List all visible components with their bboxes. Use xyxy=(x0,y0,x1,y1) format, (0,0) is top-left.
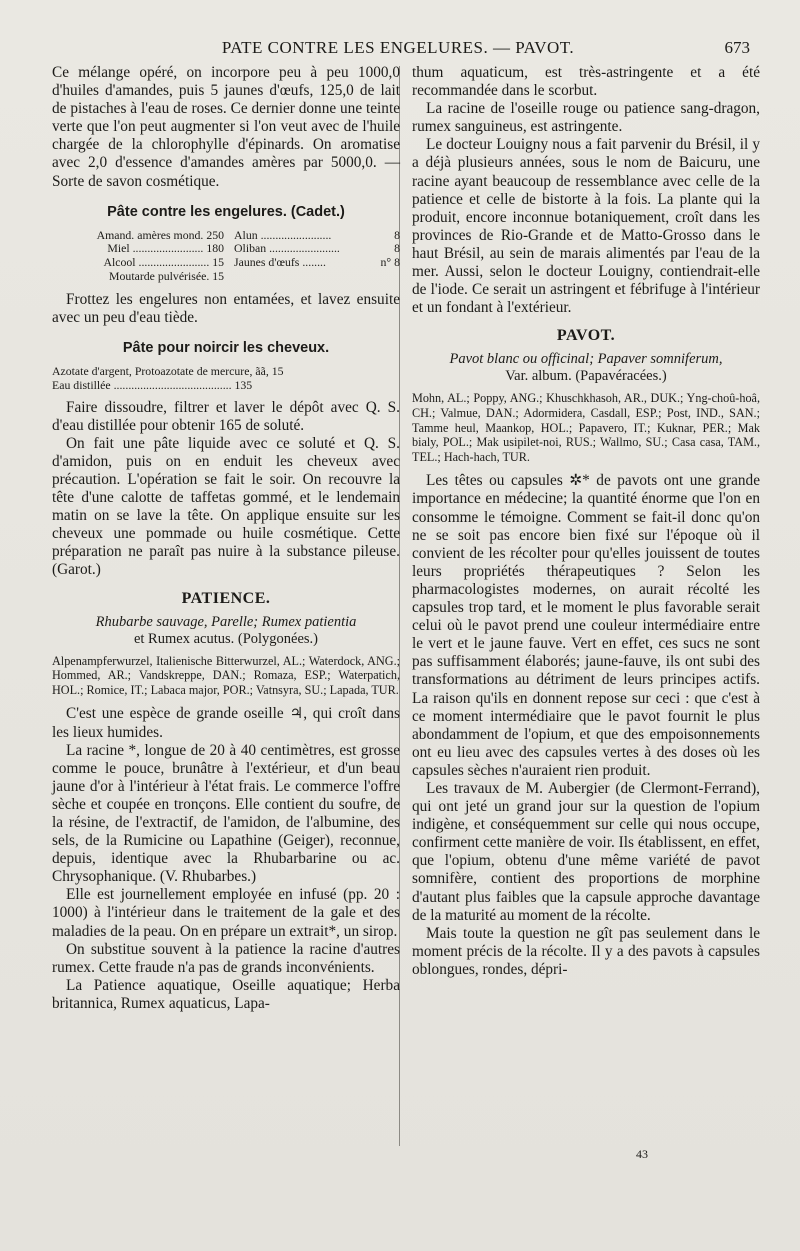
engelures-heading: Pâte contre les engelures. (Cadet.) xyxy=(107,203,345,220)
recipe-cell: Alcool ........................ 15 xyxy=(103,254,225,269)
recipe-cell: 8 xyxy=(394,227,400,242)
recipe-cell: Amand. amères mond. 250 xyxy=(96,227,225,242)
recipe-cell xyxy=(234,270,374,284)
patience-paragraph-2: La racine *, longue de 20 à 40 centimètres, est grosse comme le pouce, brunâtre à l'extérieur, et d'un beau jaune d'or à l'intérieur à l'état frais. Le commerce l'offre sèche et coupée en tronçons. Elle contient du soufre, de la résine, de l'extractif, de l'amidon, de l'albumine, des sels, de la Rumicine ou Lapathine (Geiger), reconnue, depuis, identique avec la Rhubarbarine ou ac. Chrysophanique. (V. Rhubarbes.) xyxy=(52,741,400,886)
recipe-cell: 8 xyxy=(394,241,400,256)
recipe-row xyxy=(52,242,400,256)
recipe-cell: n° 8 xyxy=(380,254,400,269)
cheveux-recipe-line-1: Azotate d'argent, Protoazotate de mercure, ãã, 15 xyxy=(52,364,284,379)
pavot-heading: PAVOT. xyxy=(556,327,616,345)
recipe-cell: Oliban ........................ xyxy=(234,241,340,256)
recipe-cell: Alun ........................ xyxy=(234,227,332,242)
pavot-paragraph-1: Les têtes ou capsules ✲* de pavots ont une grande importance en médecine; la quantité énorme que l'on en consomme le témoigne. Comment se fait-il donc qu'on ne se soit pas encore bien fixé sur l'époque où il convient de les récolter pour qu'elles jouissent de toutes leurs propriétés thérapeutiques ? Selon les pharmacologistes modernes, on aurait récolté les capsules trop tard, et le moment le plus favorable serait celui où le pavot prend une couleur intermédiaire entre le vert et le jaune fauve. Vert en effet, ces sucs ne sont pas suffisamment élaborés; jaune-fauve, ils ont subi des transformations au détriment de leurs principes actifs. La raison qu'ils en donnent repose sur ceci : que c'est à ce moment intermédiaire que le pavot fournit le plus abondamment de l'opium, et que des empoisonnements ont eu lieu avec des capsules vertes à des doses où les capsules sèches n'auraient rien produit. xyxy=(412,472,760,779)
continuation-paragraph: thum aquaticum, est très-astringente et a été recommandée dans le scorbut. xyxy=(412,64,760,100)
patience-subtitle-line-2: et Rumex acutus. (Polygonées.) xyxy=(133,630,319,647)
cheveux-recipe xyxy=(52,365,400,392)
patience-subtitle xyxy=(52,614,400,648)
oseille-rouge-paragraph: La racine de l'oseille rouge ou patience sang-dragon, rumex sanguineus, est astringente. xyxy=(412,100,760,136)
pavot-synonyms: Mohn, AL.; Poppy, ANG.; Khuschkhasoh, AR., DUK.; Yng-choû-hoâ, CH.; Valmue, DAN.; Adormidera, Casdall, ESP.; Post, IND., SAN.; Tamme heul, Maankop, HOL.; Papavero, IT.; Kuknar, PER.; Mak bialy, POL.; Mak usipilet-noi, RUS.; Wallmo, SU.; Casa casa, TAM., TEL.; Hach-hach, TUR. xyxy=(412,391,760,464)
page-number: 673 xyxy=(724,38,750,57)
patience-synonyms: Alpenampferwurzel, Italienische Bitterwurzel, AL.; Waterdock, ANG.; Hommed, AR.; Vandskreppe, DAN.; Romaza, ESP.; Waterpatich, HOL.; Romice, IT.; Labaca major, POR.; Vatnsyra, SU.; Lapada, TUR. xyxy=(52,653,400,697)
pavot-subtitle-line-1: Pavot blanc ou officinal; Papaver somniferum, xyxy=(449,351,723,368)
cheveux-paragraph-2: On fait une pâte liquide avec ce soluté et Q. S. d'amidon, puis on en enduit les cheveux avec précaution. L'opération se fait le soir. On recouvre la tête d'une calotte de taffetas gommé, et le lendemain matin on se lave la tête. On applique ensuite sur les cheveux une pommade ou huile cosmétique. Cette préparation ne paraît pas nuire à la substance pileuse. (Garot.) xyxy=(52,434,400,579)
recipe-row xyxy=(52,229,400,243)
patience-paragraph-1: C'est une espèce de grande oseille ♃, qui croît dans les lieux humides. xyxy=(52,705,400,741)
patience-heading: PATIENCE. xyxy=(181,589,271,607)
patience-paragraph-3: Elle est journellement employée en infusé (pp. 20 : 1000) à l'intérieur dans le traitement de la gale et des maladies de la peau. On en prépare un extrait*, un sirop. xyxy=(52,886,400,940)
pavot-paragraph-3: Mais toute la question ne gît pas seulement dans le moment précis de la récolte. Il y a des pavots à capsules oblongues, rondes, dépri- xyxy=(412,924,760,978)
engelures-recipe xyxy=(52,229,400,283)
patience-paragraph-5: La Patience aquatique, Oseille aquatique; Herba britannica, Rumex aquaticus, Lapa- xyxy=(52,976,400,1012)
recipe-cell: Miel ........................ 180 xyxy=(107,241,225,256)
patience-paragraph-4: On substitue souvent à la patience la racine d'autres rumex. Cette fraude n'a pas de grands inconvénients. xyxy=(52,940,400,976)
running-title: PATE CONTRE LES ENGELURES. — PAVOT. xyxy=(221,38,575,57)
running-head xyxy=(46,38,750,62)
recipe-cell: Moutarde pulvérisée. 15 xyxy=(109,268,225,283)
right-column xyxy=(412,64,760,979)
cheveux-paragraph-1: Faire dissoudre, filtrer et laver le dépôt avec Q. S. d'eau distillée pour obtenir 165 de soluté. xyxy=(52,398,400,434)
cheveux-recipe-line-2: Eau distillée ........................................ 135 xyxy=(52,378,253,392)
recipe-row xyxy=(52,256,400,270)
signature-mark: 43 xyxy=(636,1147,648,1161)
pavot-subtitle-line-2: Var. album. (Papavéracées.) xyxy=(505,368,667,385)
cheveux-heading: Pâte pour noircir les cheveux. xyxy=(122,340,330,357)
pavot-paragraph-2: Les travaux de M. Aubergier (de Clermont-Ferrand), qui ont jeté un grand jour sur la question de l'opium indigène, et conséquemment sur celle qui nous occupe, confirment cette manière de voir. Ils établissent, en effet, que l'opium, obtenu d'une même variété de pavot somnifère, contient des proportions de morphine d'autant plus faibles que la capsule approche davantage de la maturité au moment de la récolte. xyxy=(412,779,760,924)
engelures-text: Frottez les engelures non entamées, et lavez ensuite avec un peu d'eau tiède. xyxy=(52,291,400,327)
pavot-subtitle xyxy=(412,351,760,385)
baicuru-paragraph: Le docteur Louigny nous a fait parvenir du Brésil, il y a déjà plusieurs années, sous le nom de Baicuru, une racine ayant beaucoup de ressemblance avec celle de la patience et celle de bistorte à la fois. La plante qui la produit, encore inconnue botaniquement, croît dans les provinces de Rio-Grande et de Matto-Grosso dans le haut Brésil, au sein de marais alimentés par l'eau de la mer. Aussi, selon le docteur Louigny, contiendrait-elle de l'iode. Ce serait un astringent et fébrifuge à l'intérieur et un fondant à l'extérieur. xyxy=(412,136,760,317)
left-column xyxy=(52,64,400,1013)
recipe-cell xyxy=(374,270,400,284)
paragraph-intro: Ce mélange opéré, on incorpore peu à peu 1000,0 d'huiles d'amandes, puis 5 jaunes d'œufs, 125,0 de lait de pistaches à l'eau de roses. Ce dernier donne une teinte verte que l'on peut augmenter si l'on veut avec de l'huile chargée de la chlorophylle d'épinards. On aromatise avec 2,0 d'essence d'amandes amères par 5000,0. — Sorte de savon cosmétique. xyxy=(52,64,400,190)
patience-subtitle-line-1: Rhubarbe sauvage, Parelle; Rumex patientia xyxy=(95,613,357,630)
recipe-row xyxy=(52,270,400,284)
recipe-cell: Jaunes d'œufs ........ xyxy=(234,254,326,269)
